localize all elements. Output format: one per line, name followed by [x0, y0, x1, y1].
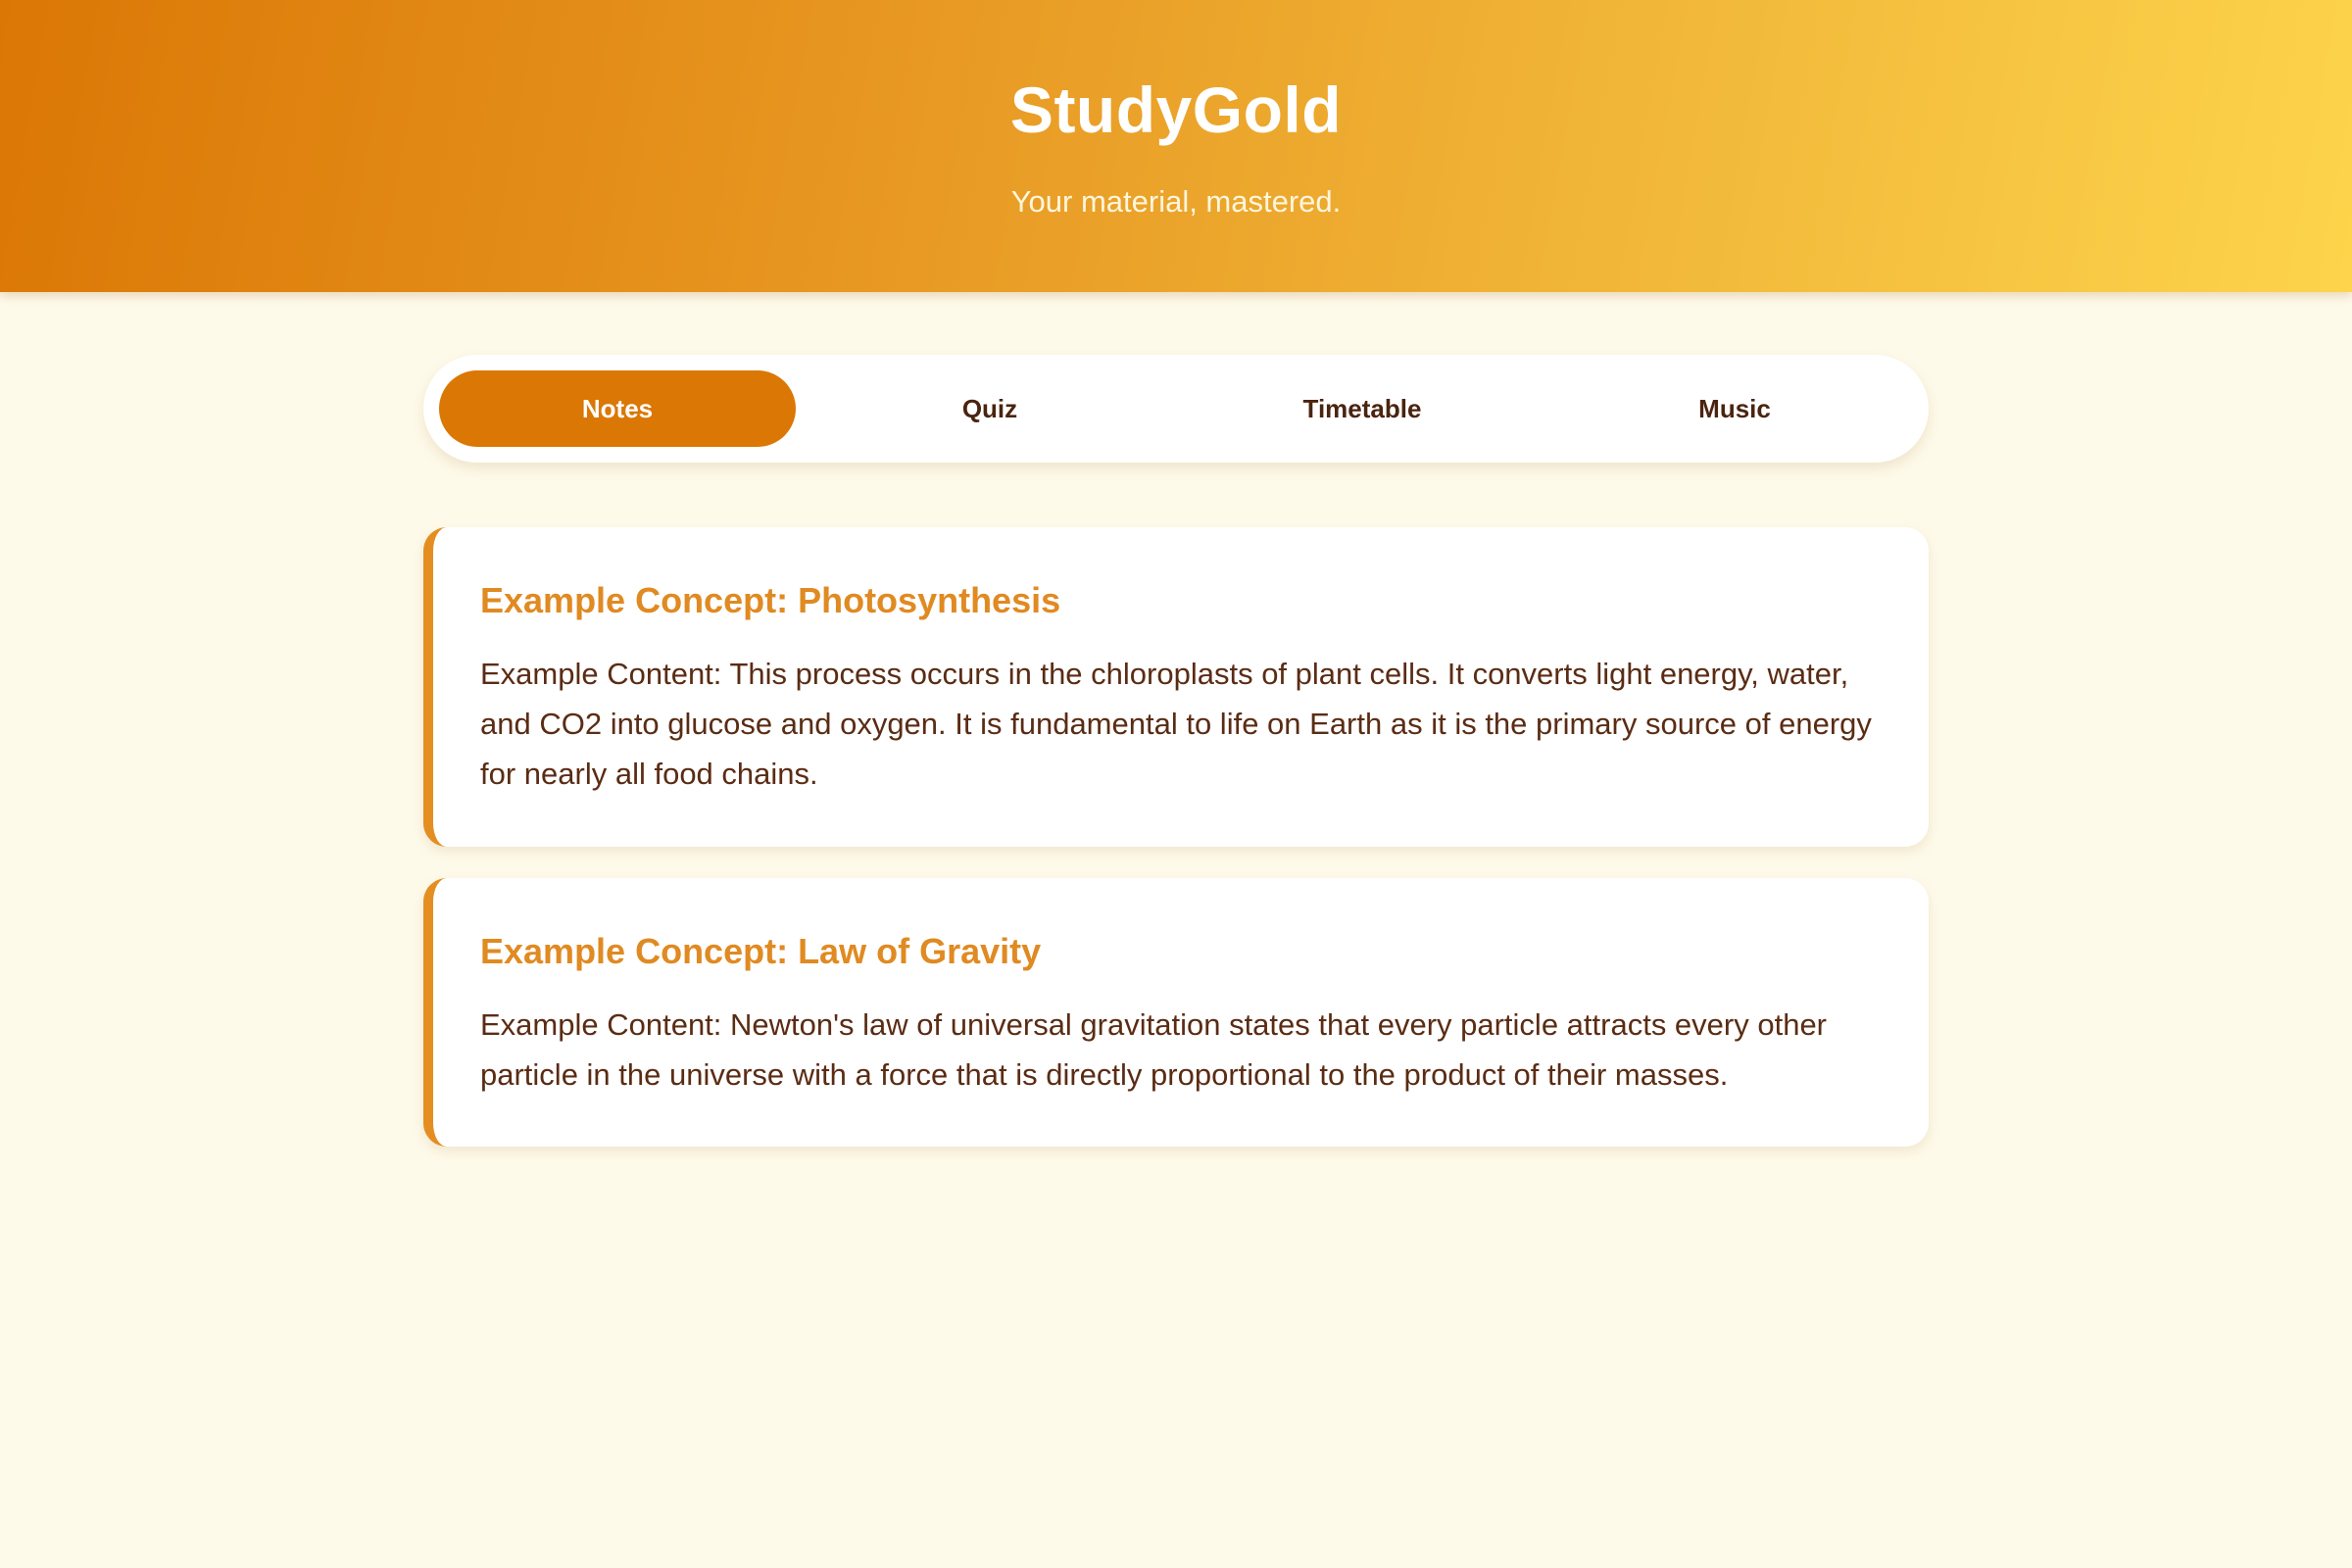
note-card [423, 527, 1929, 847]
note-card-title: Example Concept: Photosynthesis [480, 580, 1061, 620]
app-header [0, 0, 2352, 292]
tab-music[interactable]: Music [1698, 393, 1771, 423]
app-tagline: Your material, mastered. [1010, 184, 1342, 219]
note-card-content: Example Content: Newton's law of universal gravitation states that every particle attracts every other particle in the universe with a force that is directly proportional to the product of their masses. [480, 1007, 1828, 1092]
tab-timetable[interactable]: Timetable [1302, 393, 1422, 423]
note-card-title: Example Concept: Law of Gravity [480, 931, 1042, 971]
tab-notes[interactable]: Notes [439, 370, 796, 447]
note-card-content: Example Content: This process occurs in the chloroplasts of plant cells. It converts light energy, water, and CO2 into glucose and oxygen. It is fundamental to life on Earth as it is the primary source of energy for nearly all food chains. [480, 657, 1872, 791]
tab-quiz[interactable]: Quiz [961, 393, 1018, 423]
app-title: StudyGold [1009, 74, 1343, 146]
main-tab-bar [423, 355, 1929, 463]
note-card [423, 878, 1929, 1147]
